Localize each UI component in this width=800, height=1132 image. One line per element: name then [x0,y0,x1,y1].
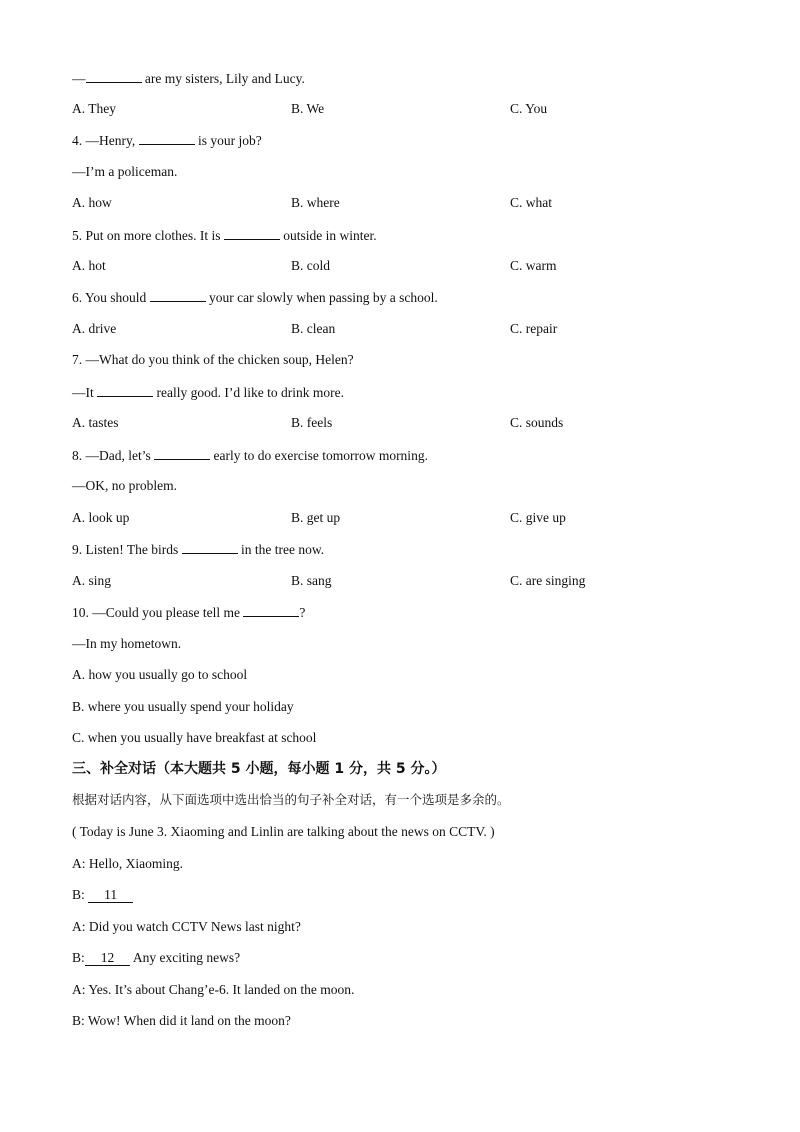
q7-answer [72,384,344,401]
section-3-instruction: 根据对话内容，从下面选项中选出恰当的句子补全对话，有一个选项是多余的。 [72,792,510,807]
q9-stem-after: in the tree now. [237,542,325,557]
dialogue-blank-11: 11 [88,888,133,903]
q6-stem [72,289,438,306]
dialogue-line-1: A: Hello, Xiaoming. [72,856,183,871]
q10-option-c: C. when you usually have breakfast at school [72,730,317,745]
q10-stem-before: 10. —Could you please tell me [72,605,244,620]
dialogue-blank-12: 12 [85,951,131,966]
q8-answer: —OK, no problem. [72,478,177,493]
q3-answer-text: are my sisters, Lily and Lucy. [141,71,305,86]
dialogue-context: ( Today is June 3. Xiaoming and Linlin are talking about the news on CCTV. ) [72,824,495,839]
q6-stem-before: 6. You should [72,290,150,305]
q5-stem-before: 5. Put on more clothes. It is [72,228,224,243]
q5-options [72,258,732,274]
dialogue-line-4-text: Any exciting news? [130,950,241,965]
q6-stem-after: your car slowly when passing by a school. [205,290,438,305]
q5-stem-after: outside in winter. [279,228,377,243]
q7-option-b: B. feels [291,415,333,430]
q7-answer-before: —It [72,385,98,400]
q6-options [72,321,732,337]
q8-option-b: B. get up [291,510,341,525]
q9-options [72,573,732,589]
q9-option-b: B. sang [291,573,332,588]
q5-stem [72,227,377,244]
q8-stem [72,447,428,464]
q9-option-c: C. are singing [510,573,586,588]
q7-options [72,415,732,431]
q10-option-a: A. how you usually go to school [72,667,248,682]
q4-blank [139,132,195,145]
q6-option-a: A. drive [72,321,117,336]
q3-dash: — [72,71,86,86]
q8-option-a: A. look up [72,510,130,525]
q4-stem-before: 4. —Henry, [72,133,139,148]
q4-options [72,195,732,211]
q7-stem: 7. —What do you think of the chicken soup, Helen? [72,352,354,367]
q3-answer-line [72,70,305,87]
dialogue-line-4-speaker: B: [72,950,85,965]
q3-blank [86,70,142,83]
q3-options [72,101,732,117]
dialogue-line-4 [72,950,240,966]
q6-option-c: C. repair [510,321,558,336]
q3-option-c: C. You [510,101,548,116]
q7-answer-after: really good. I’d like to drink more. [153,385,344,400]
q8-blank [154,447,210,460]
q9-blank [182,541,238,554]
q4-option-b: B. where [291,195,340,210]
q4-stem-after: is your job? [194,133,262,148]
q4-stem [72,132,262,149]
q4-option-a: A. how [72,195,112,210]
q10-stem-after: ? [299,605,306,620]
q8-options [72,510,732,526]
q6-blank [150,289,206,302]
dialogue-line-2 [72,887,133,903]
q10-blank [243,604,299,617]
q9-option-a: A. sing [72,573,112,588]
q8-option-c: C. give up [510,510,566,525]
q10-answer: —In my hometown. [72,636,182,651]
q4-option-c: C. what [510,195,552,210]
q5-option-b: B. cold [291,258,330,273]
q6-option-b: B. clean [291,321,336,336]
section-3-title: 三、补全对话（本大题共 5 小题，每小题 1 分，共 5 分。） [72,761,446,777]
q3-option-b: B. We [291,101,325,116]
q7-option-c: C. sounds [510,415,564,430]
q9-stem [72,541,324,558]
dialogue-line-3: A: Did you watch CCTV News last night? [72,919,301,934]
dialogue-line-2-speaker: B: [72,887,89,902]
q4-answer: —I’m a policeman. [72,164,178,179]
q8-stem-after: early to do exercise tomorrow morning. [210,448,428,463]
dialogue-line-6: B: Wow! When did it land on the moon? [72,1013,291,1028]
q10-option-b: B. where you usually spend your holiday [72,699,294,714]
q8-stem-before: 8. —Dad, let’s [72,448,155,463]
q5-option-a: A. hot [72,258,106,273]
q10-stem [72,604,305,621]
q5-blank [224,227,280,240]
q3-option-a: A. They [72,101,116,116]
q5-option-c: C. warm [510,258,557,273]
q9-stem-before: 9. Listen! The birds [72,542,182,557]
dialogue-line-5: A: Yes. It’s about Chang’e-6. It landed on the moon. [72,982,355,997]
q7-blank [97,384,153,397]
q7-option-a: A. tastes [72,415,119,430]
